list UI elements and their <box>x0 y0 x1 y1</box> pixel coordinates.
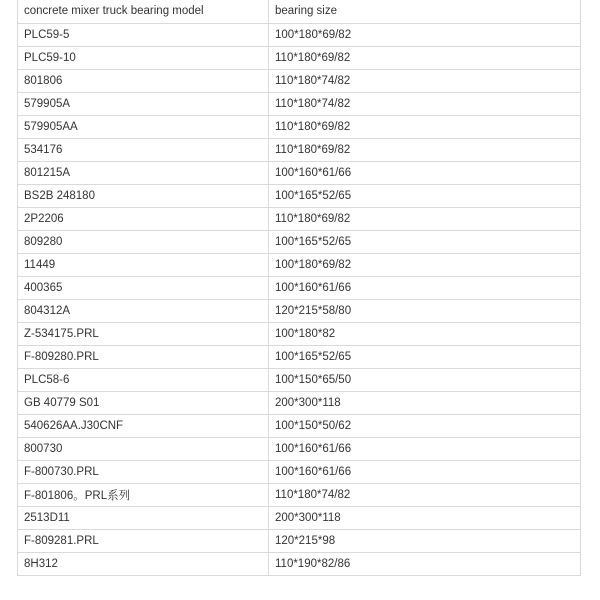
cell-model: F-809281.PRL <box>18 529 269 552</box>
cell-size: 110*180*74/82 <box>269 483 581 506</box>
header-model: concrete mixer truck bearing model <box>18 0 269 23</box>
table-body <box>18 23 581 575</box>
cell-model: 800730 <box>18 437 269 460</box>
cell-size: 100*150*65/50 <box>269 368 581 391</box>
cell-size: 120*215*58/80 <box>269 299 581 322</box>
cell-model: F-800730.PRL <box>18 460 269 483</box>
table-row <box>18 138 581 161</box>
table-row <box>18 414 581 437</box>
bearing-table <box>17 0 581 576</box>
cell-size: 100*160*61/66 <box>269 276 581 299</box>
table-row <box>18 161 581 184</box>
cell-model: 579905A <box>18 92 269 115</box>
cell-model: 809280 <box>18 230 269 253</box>
table-row <box>18 552 581 575</box>
cell-size: 100*150*50/62 <box>269 414 581 437</box>
cell-size: 120*215*98 <box>269 529 581 552</box>
cell-size: 100*180*69/82 <box>269 23 581 46</box>
table-row <box>18 69 581 92</box>
header-size: bearing size <box>269 0 581 23</box>
cell-model: F-809280.PRL <box>18 345 269 368</box>
table-row <box>18 207 581 230</box>
cell-model: PLC59-10 <box>18 46 269 69</box>
cell-size: 100*160*61/66 <box>269 460 581 483</box>
cell-size: 110*190*82/86 <box>269 552 581 575</box>
cell-size: 110*180*69/82 <box>269 115 581 138</box>
cell-model: 801215A <box>18 161 269 184</box>
cell-size: 100*180*82 <box>269 322 581 345</box>
table-row <box>18 92 581 115</box>
cell-model: GB 40779 S01 <box>18 391 269 414</box>
table-row <box>18 460 581 483</box>
table-row <box>18 299 581 322</box>
table-row <box>18 368 581 391</box>
table-header-row <box>18 0 581 23</box>
cell-model: 2513D11 <box>18 506 269 529</box>
cell-model: Z-534175.PRL <box>18 322 269 345</box>
table-row <box>18 483 581 506</box>
cell-size: 200*300*118 <box>269 506 581 529</box>
cell-size: 110*180*69/82 <box>269 207 581 230</box>
table-row <box>18 230 581 253</box>
cell-model: PLC58-6 <box>18 368 269 391</box>
table-row <box>18 437 581 460</box>
table-row <box>18 391 581 414</box>
table-row <box>18 253 581 276</box>
cell-size: 100*165*52/65 <box>269 345 581 368</box>
table-row <box>18 345 581 368</box>
cell-model: 534176 <box>18 138 269 161</box>
cell-model: 11449 <box>18 253 269 276</box>
table-row <box>18 23 581 46</box>
cell-model: 579905AA <box>18 115 269 138</box>
cell-model: BS2B 248180 <box>18 184 269 207</box>
cell-model: 801806 <box>18 69 269 92</box>
table-row <box>18 506 581 529</box>
cell-size: 200*300*118 <box>269 391 581 414</box>
cell-model: PLC59-5 <box>18 23 269 46</box>
cell-size: 110*180*74/82 <box>269 69 581 92</box>
table-row <box>18 46 581 69</box>
table-row <box>18 115 581 138</box>
cell-model: 804312A <box>18 299 269 322</box>
cell-size: 100*160*61/66 <box>269 161 581 184</box>
cell-size: 100*165*52/65 <box>269 230 581 253</box>
table-row <box>18 322 581 345</box>
table-row <box>18 276 581 299</box>
cell-size: 110*180*74/82 <box>269 92 581 115</box>
cell-size: 100*160*61/66 <box>269 437 581 460</box>
cell-size: 100*180*69/82 <box>269 253 581 276</box>
cell-size: 100*165*52/65 <box>269 184 581 207</box>
table-row <box>18 184 581 207</box>
cell-model: F-801806。PRL系列 <box>18 483 269 506</box>
cell-model: 400365 <box>18 276 269 299</box>
cell-model: 8H312 <box>18 552 269 575</box>
table-row <box>18 529 581 552</box>
cell-model: 540626AA.J30CNF <box>18 414 269 437</box>
cell-size: 110*180*69/82 <box>269 138 581 161</box>
bearing-table-container <box>17 0 580 576</box>
cell-model: 2P2206 <box>18 207 269 230</box>
cell-size: 110*180*69/82 <box>269 46 581 69</box>
